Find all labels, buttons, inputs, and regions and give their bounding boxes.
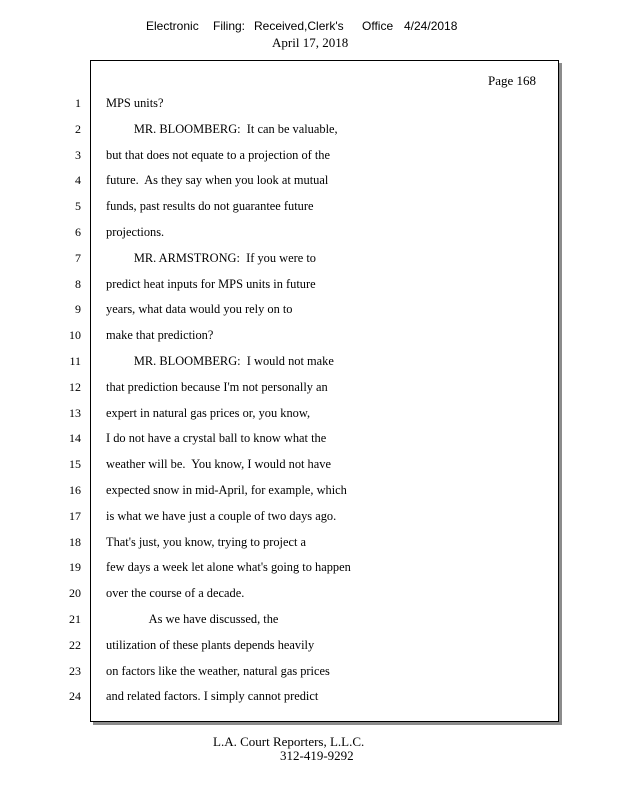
transcript-date: April 17, 2018: [272, 35, 349, 50]
line-number: 20: [69, 586, 81, 601]
transcript-line-text: That's just, you know, trying to project a: [106, 534, 306, 549]
transcript-line-text: MR. BLOOMBERG: I would not make: [106, 354, 334, 368]
transcript-line-text: make that prediction?: [106, 328, 214, 343]
transcript-line-text: MPS units?: [106, 96, 164, 110]
transcript-line-text: is what we have just a couple of two days ago.: [106, 508, 337, 523]
line-number: 21: [69, 612, 81, 626]
transcript-line-text: MR. BLOOMBERG: It can be valuable,: [106, 121, 338, 136]
filing-stamp-word: Received,Clerk's: [254, 19, 344, 33]
filing-stamp-header: [0, 19, 618, 35]
line-number: 13: [69, 405, 81, 420]
transcript-line-text: on factors like the weather, natural gas prices: [106, 663, 330, 678]
line-number: 1: [75, 96, 81, 110]
line-number: 5: [75, 199, 81, 214]
transcript-line-text: years, what data would you rely on to: [106, 302, 293, 317]
line-number: 11: [69, 354, 81, 368]
transcript-line-text: few days a week let alone what's going to happen: [106, 560, 351, 575]
transcript-line-text: utilization of these plants depends heavily: [106, 637, 315, 652]
transcript-line-text: weather will be. You know, I would not have: [106, 457, 331, 472]
line-number: 4: [75, 173, 81, 188]
transcript-line-text: I do not have a crystal ball to know what the: [106, 431, 327, 446]
line-number: 3: [75, 147, 81, 162]
transcript-line-text: As we have discussed, the: [106, 612, 279, 626]
transcript-line-text: funds, past results do not guarantee future: [106, 199, 314, 214]
transcript-line-text: MR. ARMSTRONG: If you were to: [106, 250, 316, 265]
filing-stamp-date: 4/24/2018: [404, 19, 458, 33]
court-reporter-phone: 312-419-9292: [280, 748, 354, 763]
line-number: 23: [69, 663, 81, 678]
line-number: 24: [69, 689, 81, 704]
transcript-line-text: predict heat inputs for MPS units in future: [106, 276, 316, 291]
line-number: 8: [75, 276, 81, 291]
line-number: 22: [69, 637, 81, 652]
transcript-line-text: expert in natural gas prices or, you know,: [106, 405, 311, 420]
line-number: 17: [69, 508, 81, 523]
filing-stamp-word: Office: [362, 19, 394, 33]
line-number: 2: [75, 121, 81, 136]
line-number: 14: [69, 431, 81, 446]
line-number: 10: [69, 328, 81, 343]
transcript-line-text: but that does not equate to a projection of the: [106, 147, 330, 162]
court-reporter-name: L.A. Court Reporters, L.L.C.: [213, 734, 365, 749]
line-number: 9: [75, 302, 81, 317]
transcript-line-text: over the course of a decade.: [106, 586, 245, 601]
filing-stamp-word: Electronic: [146, 19, 199, 33]
transcript-line-text: expected snow in mid-April, for example, which: [106, 483, 347, 497]
line-number: 7: [75, 250, 81, 265]
line-number: 16: [69, 483, 81, 497]
transcript-line-text: future. As they say when you look at mutual: [106, 173, 329, 188]
line-number: 19: [69, 560, 81, 575]
line-number: 12: [69, 379, 81, 394]
transcript-line-text: projections.: [106, 225, 165, 239]
transcript-line-text: and related factors. I simply cannot predict: [106, 689, 319, 704]
line-number: 15: [69, 457, 81, 472]
line-number: 6: [75, 225, 81, 239]
transcript-line-text: that prediction because I'm not personally an: [106, 379, 328, 394]
line-number: 18: [69, 534, 81, 549]
page-number: Page 168: [488, 73, 537, 88]
filing-stamp-word: Filing:: [213, 19, 246, 33]
